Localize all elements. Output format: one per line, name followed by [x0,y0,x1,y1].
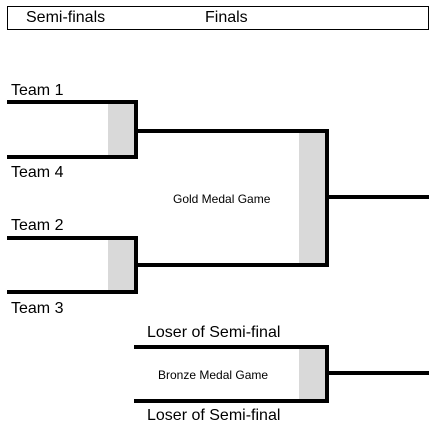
team-4-label: Team 4 [11,164,64,181]
bronze-entrant-bottom-label: Loser of Semi-final [147,407,281,424]
bronze-entrant-top-label: Loser of Semi-final [147,324,281,341]
team-3-label: Team 3 [11,300,64,317]
semi-final-1-shade [108,102,135,157]
semi-finals-header: Semi-finals [26,9,106,26]
finals-header: Finals [205,9,248,26]
bronze-game-shade [299,347,326,400]
semi-final-2-shade [108,238,135,292]
gold-game-shade [299,133,326,265]
team-1-label: Team 1 [11,82,64,99]
bronze-medal-game-label: Bronze Medal Game [158,368,269,382]
gold-medal-game-label: Gold Medal Game [173,192,271,206]
team-2-label: Team 2 [11,217,64,234]
